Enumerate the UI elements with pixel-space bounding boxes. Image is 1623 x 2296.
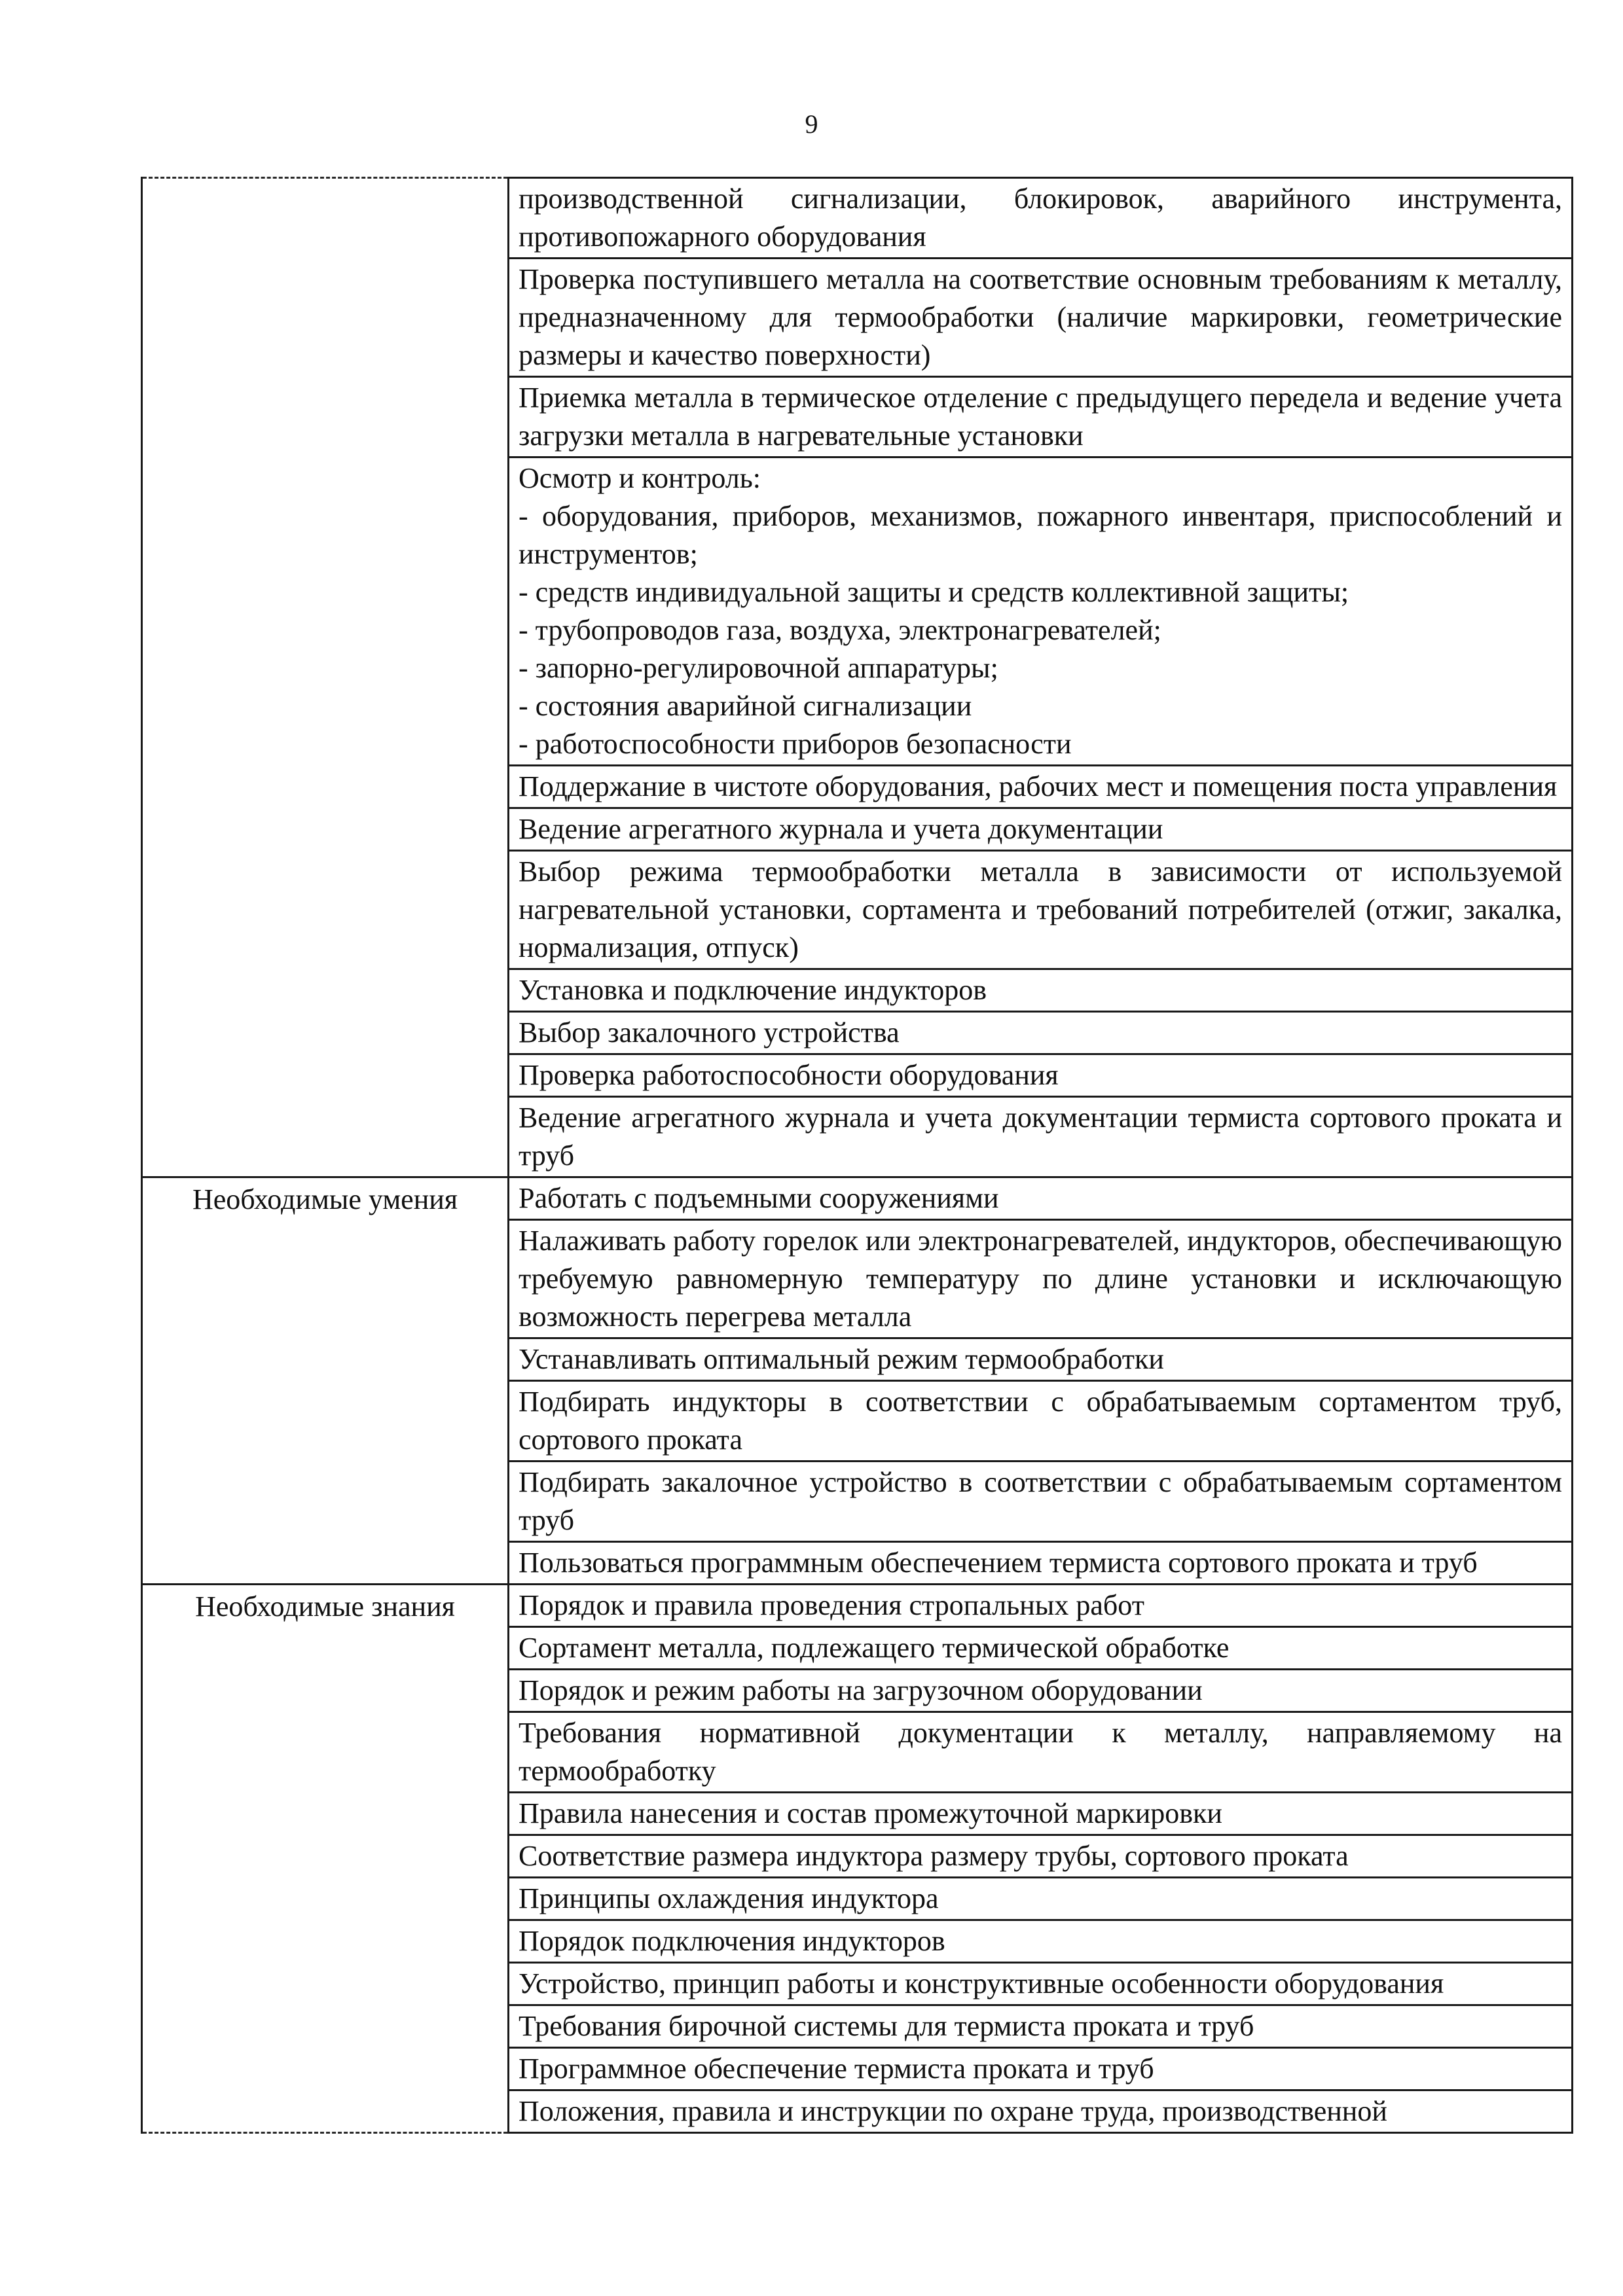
table-cell: Устанавливать оптимальный режим термообработки bbox=[509, 1338, 1573, 1381]
table-row bbox=[142, 178, 1573, 259]
inspection-line: - оборудования, приборов, механизмов, пожарного инвентаря, приспособлений и инструментов; bbox=[519, 500, 1562, 570]
table-cell: Программное обеспечение термиста проката и труб bbox=[509, 2048, 1573, 2090]
inspection-line: - работоспособности приборов безопасности bbox=[519, 728, 1072, 760]
inspection-line: - состояния аварийной сигнализации bbox=[519, 690, 972, 722]
table-row bbox=[142, 1177, 1573, 1220]
table-cell: Подбирать закалочное устройство в соответствии с обрабатываемым сортаментом труб bbox=[509, 1462, 1573, 1542]
section-label-skills: Необходимые умения bbox=[142, 1177, 509, 1585]
table-cell: Устройство, принцип работы и конструктивные особенности оборудования bbox=[509, 1963, 1573, 2005]
table-cell: Правила нанесения и состав промежуточной маркировки bbox=[509, 1793, 1573, 1835]
table-cell: Поддержание в чистоте оборудования, рабочих мест и помещения поста управления bbox=[509, 766, 1573, 808]
section-label-knowledge: Необходимые знания bbox=[142, 1585, 509, 2133]
inspection-line: - трубопроводов газа, воздуха, электронагревателей; bbox=[519, 614, 1161, 646]
competency-table bbox=[141, 177, 1573, 2134]
table-cell: Проверка работоспособности оборудования bbox=[509, 1054, 1573, 1097]
table-cell: Работать с подъемными сооружениями bbox=[509, 1177, 1573, 1220]
inspection-line: - запорно-регулировочной аппаратуры; bbox=[519, 652, 998, 684]
table-cell: производственной сигнализации, блокировок, аварийного инструмента, противопожарного оборудования bbox=[509, 178, 1573, 259]
table-cell: Выбор закалочного устройства bbox=[509, 1012, 1573, 1054]
table-cell: Сортамент металла, подлежащего термической обработке bbox=[509, 1627, 1573, 1670]
table-cell: Установка и подключение индукторов bbox=[509, 969, 1573, 1012]
table-cell: Принципы охлаждения индуктора bbox=[509, 1878, 1573, 1920]
table-cell: Приемка металла в термическое отделение с предыдущего передела и ведение учета загрузки металла в нагревательные установки bbox=[509, 377, 1573, 457]
table-cell: Требования бирочной системы для термиста проката и труб bbox=[509, 2005, 1573, 2048]
table-cell: Выбор режима термообработки металла в зависимости от используемой нагревательной установки, сортамента и требований потребителей (отжиг, закалка, нормализация, отпуск) bbox=[509, 851, 1573, 969]
table-cell: Налаживать работу горелок или электронагревателей, индукторов, обеспечивающую требуемую равномерную температуру по длине установки и исключающую возможность перегрева металла bbox=[509, 1220, 1573, 1338]
table-cell: Порядок и правила проведения стропальных работ bbox=[509, 1585, 1573, 1627]
table-cell: Ведение агрегатного журнала и учета документации bbox=[509, 808, 1573, 851]
table-row bbox=[142, 1585, 1573, 1627]
page-number: 9 bbox=[805, 109, 818, 139]
section-label-continuation bbox=[142, 178, 509, 1177]
table-cell: Порядок и режим работы на загрузочном оборудовании bbox=[509, 1670, 1573, 1712]
table-cell: Соответствие размера индуктора размеру трубы, сортового проката bbox=[509, 1835, 1573, 1878]
table-cell: Требования нормативной документации к металлу, направляемому на термообработку bbox=[509, 1712, 1573, 1793]
table-cell: Ведение агрегатного журнала и учета документации термиста сортового проката и труб bbox=[509, 1097, 1573, 1177]
table-cell: Порядок подключения индукторов bbox=[509, 1920, 1573, 1963]
table-cell: Проверка поступившего металла на соответствие основным требованиям к металлу, предназначенному для термообработки (наличие маркировки, геометрические размеры и качество поверхности) bbox=[509, 259, 1573, 377]
table-cell: Подбирать индукторы в соответствии с обрабатываемым сортаментом труб, сортового проката bbox=[509, 1381, 1573, 1462]
table-cell: Положения, правила и инструкции по охране труда, производственной bbox=[509, 2090, 1573, 2133]
table-cell: Пользоваться программным обеспечением термиста сортового проката и труб bbox=[509, 1542, 1573, 1585]
inspection-cell bbox=[509, 457, 1573, 766]
inspection-line: - средств индивидуальной защиты и средств коллективной защиты; bbox=[519, 576, 1349, 608]
inspection-heading: Осмотр и контроль: bbox=[519, 462, 761, 494]
